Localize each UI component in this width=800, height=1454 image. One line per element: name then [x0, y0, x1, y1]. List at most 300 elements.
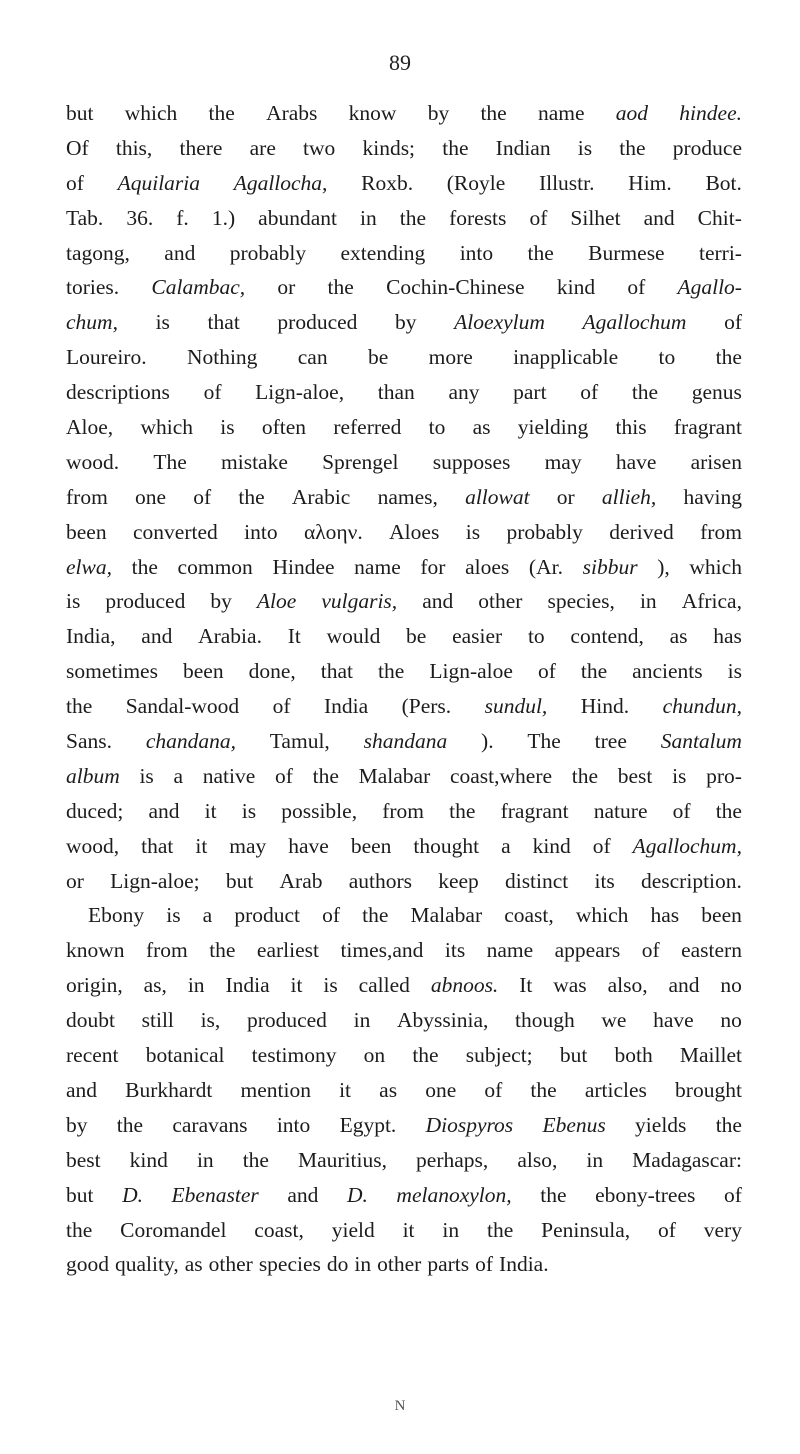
text-line — [66, 96, 742, 131]
word: from — [66, 484, 108, 509]
word: the — [631, 380, 659, 405]
word: descriptions — [66, 380, 170, 405]
word: that — [141, 833, 174, 858]
word: times,and — [340, 938, 424, 963]
word: a — [173, 763, 184, 788]
word: than — [377, 380, 415, 405]
word: yield — [331, 1217, 375, 1242]
word: as — [379, 1077, 398, 1102]
word: the — [412, 1043, 439, 1068]
word: Arab — [279, 868, 323, 893]
word: of — [580, 380, 599, 405]
word: coast,where — [449, 763, 553, 788]
word: may — [229, 833, 267, 858]
word: or — [556, 484, 575, 509]
word: Sprengel — [322, 449, 399, 474]
word: product — [234, 903, 300, 928]
word: and — [141, 624, 173, 649]
word: the — [399, 205, 427, 230]
word: of — [484, 1077, 503, 1102]
word: kind — [556, 275, 596, 300]
word: of — [322, 903, 341, 928]
word: and — [164, 240, 196, 265]
word: the — [715, 1112, 742, 1137]
word: into — [276, 1112, 311, 1137]
word: no — [720, 973, 742, 998]
word: also, — [517, 1147, 558, 1172]
word: the — [208, 101, 235, 125]
word: Arabs — [266, 101, 318, 125]
word: Roxb. — [361, 170, 414, 195]
word: D. — [346, 1182, 368, 1207]
text-line — [66, 410, 742, 445]
word: or — [66, 868, 84, 893]
word: to — [527, 624, 545, 649]
word: Coromandel — [120, 1217, 227, 1242]
word: Abyssinia, — [396, 1008, 489, 1033]
word: which — [689, 554, 742, 579]
word: Aloexylum — [454, 310, 545, 335]
word: do — [326, 1252, 349, 1277]
word: vulgaris, — [321, 589, 398, 614]
word: coast, — [504, 903, 554, 928]
word: part — [513, 380, 547, 405]
word: contend, — [570, 624, 644, 649]
word: of — [672, 798, 691, 823]
word: and — [422, 589, 454, 614]
word: the — [238, 484, 265, 509]
word: Malabar — [410, 903, 483, 928]
word: the — [66, 694, 93, 719]
word: in — [639, 589, 657, 614]
word: pro- — [706, 763, 742, 788]
word: tree — [594, 729, 627, 754]
word: names, — [377, 484, 438, 509]
word: of — [537, 659, 556, 684]
word: often — [261, 415, 307, 440]
word: no — [720, 1008, 742, 1033]
word: or — [277, 275, 296, 300]
word: ebony-trees — [595, 1182, 696, 1207]
word: the — [571, 763, 599, 788]
word: both — [614, 1043, 653, 1068]
body-text — [66, 96, 742, 1282]
word: Indian — [495, 135, 551, 160]
word: description. — [640, 868, 742, 893]
word: in — [586, 1147, 604, 1172]
word: of — [193, 484, 212, 509]
text-line — [66, 166, 742, 201]
word: but — [66, 101, 94, 125]
text-line — [66, 340, 742, 375]
word: in — [354, 1252, 372, 1277]
word: as — [472, 415, 491, 440]
word: more — [428, 345, 473, 370]
word: ancients — [632, 659, 703, 684]
word: its — [444, 938, 466, 963]
word: done, — [248, 659, 296, 684]
word: probably — [229, 240, 307, 265]
word: and — [643, 205, 675, 230]
word: subject; — [465, 1043, 533, 1068]
word: into — [459, 240, 494, 265]
word: Arabia. — [198, 624, 262, 649]
word: recent — [66, 1043, 119, 1068]
word: hindee. — [679, 101, 742, 125]
text-line — [66, 480, 742, 515]
word: supposes — [432, 449, 511, 474]
word: one — [425, 1077, 457, 1102]
word: other — [478, 589, 523, 614]
word: of — [641, 938, 660, 963]
word: for — [420, 554, 446, 579]
word: but — [559, 1043, 588, 1068]
word: is — [139, 763, 154, 788]
text-line — [66, 1038, 742, 1073]
word: from — [382, 798, 425, 823]
word: has — [650, 903, 680, 928]
word: allowat — [465, 484, 530, 509]
word: Tamul, — [269, 729, 330, 754]
word: fragrant — [500, 798, 569, 823]
word: Peninsula, — [541, 1217, 631, 1242]
word: arisen — [690, 449, 742, 474]
word: and — [66, 1077, 98, 1102]
word: is, — [200, 1008, 221, 1033]
word: wood. — [66, 449, 120, 474]
word: India — [225, 973, 270, 998]
word: kind — [532, 833, 571, 858]
word: good — [66, 1252, 109, 1277]
word: best — [66, 1147, 101, 1172]
word: Diospyros — [425, 1112, 514, 1137]
word: the — [480, 101, 507, 125]
text-line — [66, 968, 742, 1003]
word: keep — [438, 868, 479, 893]
text-line — [66, 759, 742, 794]
text-line — [66, 131, 742, 166]
word: Loureiro. — [66, 345, 147, 370]
word: of — [627, 275, 646, 300]
text-line — [66, 1247, 742, 1282]
word: have — [288, 833, 329, 858]
word: the — [362, 903, 389, 928]
word: coast, — [254, 1217, 304, 1242]
word: forests — [449, 205, 507, 230]
word: D. — [122, 1182, 143, 1207]
word: Burmese — [588, 240, 665, 265]
word: is — [155, 310, 170, 335]
word: species — [258, 1252, 321, 1277]
word: India, — [66, 624, 116, 649]
word: which — [124, 101, 178, 125]
word: is — [166, 903, 181, 928]
word: of — [272, 694, 291, 719]
word: produced — [246, 1008, 327, 1033]
word: authors — [348, 868, 412, 893]
word: the — [442, 135, 469, 160]
text-line — [66, 201, 742, 236]
text-line — [66, 584, 742, 619]
word: brought — [675, 1077, 742, 1102]
word: in — [196, 1147, 214, 1172]
word: (Royle — [446, 170, 506, 195]
word: the — [209, 938, 236, 963]
word: abnoos. — [430, 973, 499, 998]
word: origin, — [66, 973, 123, 998]
word: best — [617, 763, 653, 788]
word: converted — [132, 519, 218, 544]
word: ). — [481, 729, 494, 754]
word: of — [203, 380, 222, 405]
text-line — [66, 829, 742, 864]
word: the — [66, 1217, 93, 1242]
word: is — [727, 659, 742, 684]
word: of — [475, 1252, 494, 1277]
word: Of — [66, 135, 89, 160]
signature-mark: N — [394, 1398, 406, 1414]
word: was — [553, 973, 587, 998]
word: there — [179, 135, 223, 160]
word: f. — [176, 205, 189, 230]
word: the — [527, 240, 554, 265]
word: is — [577, 135, 593, 160]
word: as, — [143, 973, 167, 998]
word: It — [519, 973, 533, 998]
word: sundul, — [484, 694, 548, 719]
word: (Ar. — [528, 554, 563, 579]
word: Ebenaster — [171, 1182, 259, 1207]
word: which — [575, 903, 629, 928]
word: kind — [129, 1147, 168, 1172]
word: the — [449, 798, 476, 823]
word: Illustr. — [538, 170, 595, 195]
word: by — [395, 310, 417, 335]
word: possible, — [281, 798, 358, 823]
word: appears — [554, 938, 621, 963]
word: though — [515, 1008, 575, 1033]
word: and — [148, 798, 180, 823]
word: the — [580, 659, 608, 684]
word: any — [448, 380, 480, 405]
word: Agallochum — [582, 310, 687, 335]
word: sibbur — [582, 554, 638, 579]
word: nature — [593, 798, 648, 823]
word: Aloes — [389, 519, 440, 544]
text-line — [66, 375, 742, 410]
word: by — [66, 1112, 88, 1137]
word: Bot. — [705, 170, 742, 195]
word: been — [350, 833, 392, 858]
word: quality, — [115, 1252, 179, 1277]
word: it — [195, 833, 208, 858]
word: which — [140, 415, 193, 440]
word: elwa, — [66, 554, 112, 579]
text-line — [66, 864, 742, 899]
word: eastern — [681, 938, 742, 963]
word: tories. — [66, 275, 120, 300]
word: articles — [584, 1077, 647, 1102]
word: shandana — [363, 729, 448, 754]
word: has — [713, 624, 742, 649]
word: probably — [506, 519, 583, 544]
word: have — [653, 1008, 694, 1033]
word: may — [544, 449, 582, 474]
word: abundant — [258, 205, 337, 230]
word: Hindee — [272, 554, 335, 579]
word: also, — [607, 973, 648, 998]
word: easier — [452, 624, 503, 649]
word: the — [486, 1217, 514, 1242]
word: tagong, — [66, 240, 130, 265]
word: the — [131, 554, 158, 579]
word: Lign-aloe — [429, 659, 513, 684]
word: (Pers. — [401, 694, 452, 719]
word: the — [715, 345, 742, 370]
word: of — [592, 833, 611, 858]
word: species, — [547, 589, 615, 614]
word: It — [287, 624, 301, 649]
word: very — [703, 1217, 742, 1242]
word: botanical — [145, 1043, 225, 1068]
word: and — [287, 1182, 319, 1207]
word: The — [153, 449, 187, 474]
text-line — [66, 1073, 742, 1108]
word: produced — [277, 310, 358, 335]
word: having — [683, 484, 742, 509]
word: from — [145, 938, 188, 963]
text-line — [66, 794, 742, 829]
word: a — [501, 833, 511, 858]
text-line — [66, 619, 742, 654]
word: is — [220, 415, 235, 440]
text-line — [66, 305, 742, 340]
word: a — [202, 903, 213, 928]
word: ), — [657, 554, 670, 579]
text-line — [66, 1143, 742, 1178]
word: be — [367, 345, 389, 370]
word: inapplicable — [513, 345, 619, 370]
word: kinds; — [362, 135, 416, 160]
word: Cochin-Chinese — [386, 275, 525, 300]
text-line — [66, 236, 742, 271]
word: Burkhardt — [125, 1077, 213, 1102]
word: is — [465, 519, 481, 544]
word: be — [406, 624, 427, 649]
text-line — [66, 515, 742, 550]
word: Hind. — [580, 694, 630, 719]
word: of — [529, 205, 548, 230]
word: album — [66, 763, 120, 788]
word: two — [303, 135, 336, 160]
word: referred — [333, 415, 402, 440]
word: of — [275, 763, 293, 788]
word: other — [208, 1252, 253, 1277]
word: Tab. — [66, 205, 104, 230]
word: doubt — [66, 1008, 115, 1033]
word: to — [658, 345, 676, 370]
text-line — [66, 1213, 742, 1248]
word: Egypt. — [339, 1112, 397, 1137]
word: can — [297, 345, 328, 370]
word: known — [66, 938, 125, 963]
word: is — [323, 973, 338, 998]
word: produce — [672, 135, 742, 160]
word: testimony — [251, 1043, 337, 1068]
word: been — [66, 519, 107, 544]
word: Ebony — [88, 903, 145, 928]
word: parts — [427, 1252, 470, 1277]
word: Lign-aloe, — [255, 380, 345, 405]
word: it — [339, 1077, 352, 1102]
word: Sans. — [66, 729, 112, 754]
word: are — [249, 135, 276, 160]
word: aod — [615, 101, 649, 125]
text-line — [66, 724, 742, 759]
word: the — [619, 135, 646, 160]
word: Maillet — [679, 1043, 742, 1068]
word: and — [668, 973, 700, 998]
word: Mauritius, — [298, 1147, 387, 1172]
word: chum, — [66, 310, 118, 335]
word: yields — [635, 1112, 687, 1137]
word: in — [353, 1008, 371, 1033]
text-line — [66, 550, 742, 585]
word: name — [537, 101, 585, 125]
word: 36. — [126, 205, 154, 230]
word: fragrant — [673, 415, 742, 440]
word: from — [700, 519, 742, 544]
word: aloes — [465, 554, 510, 579]
word: on — [363, 1043, 386, 1068]
word: allieh, — [601, 484, 657, 509]
word: chundun, — [662, 694, 742, 719]
word: Africa, — [681, 589, 742, 614]
word: extending — [340, 240, 426, 265]
word: Aquilaria — [117, 170, 201, 195]
word: in — [187, 973, 205, 998]
word: the — [242, 1147, 269, 1172]
text-line — [66, 270, 742, 305]
word: terri- — [698, 240, 742, 265]
word: native — [202, 763, 256, 788]
word: Malabar — [358, 763, 431, 788]
word: know — [348, 101, 397, 125]
word: its — [594, 868, 615, 893]
word: but — [66, 1182, 94, 1207]
word: duced; — [66, 798, 124, 823]
word: name — [486, 938, 534, 963]
word: Arabic — [291, 484, 351, 509]
word: this, — [115, 135, 153, 160]
word: still — [141, 1008, 174, 1033]
word: been — [701, 903, 742, 928]
word: derived — [609, 519, 674, 544]
word: we — [601, 1008, 627, 1033]
word: by — [210, 589, 232, 614]
word: yielding — [517, 415, 589, 440]
word: have — [615, 449, 657, 474]
page-number: 89 — [389, 50, 411, 75]
word: by — [427, 101, 450, 125]
word: the — [715, 798, 742, 823]
word: called — [358, 973, 410, 998]
word: is — [66, 589, 81, 614]
word: India. — [499, 1252, 549, 1277]
text-line — [66, 689, 742, 724]
word: Silhet — [570, 205, 621, 230]
word: in — [360, 205, 377, 230]
